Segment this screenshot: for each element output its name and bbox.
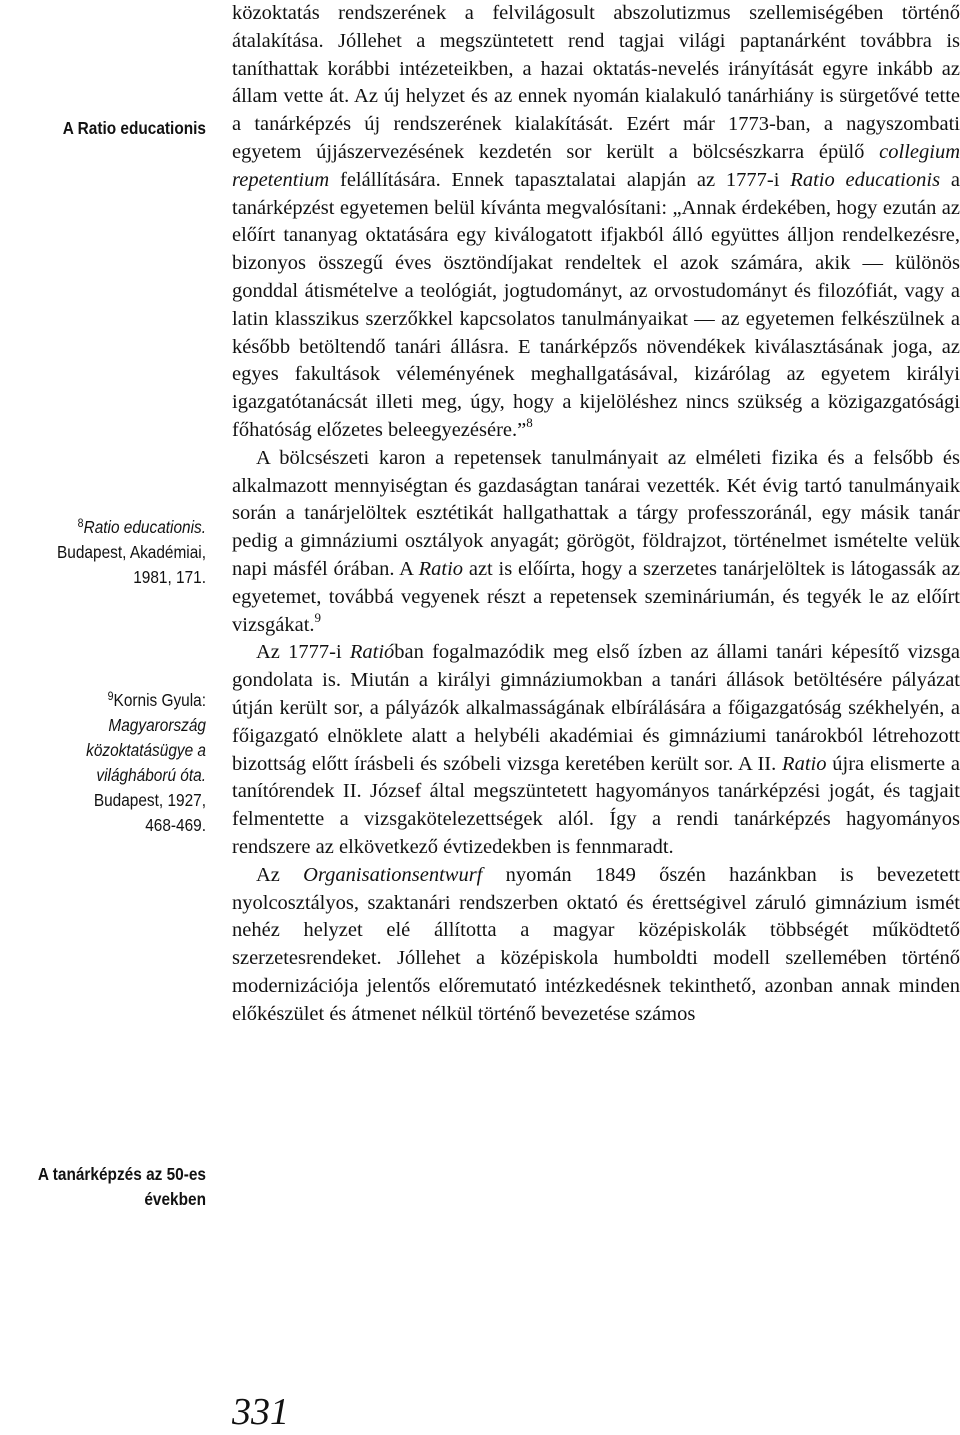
paragraph-2: A bölcsészeti karon a repetensek tanulmányait az elméleti fizika és a felsőbb és alkalmazott mennyiségtan és gazdaságtan tanárai vezették. Két évig tartó tanulmányaik során a tanárjelöltek esztétikát hallgathattak a tárgy professzoránál, egy másik tanár pedig a gimnáziumi osztályok anyagát; görögöt, földrajzot, történelmet ismételte velük napi másfél órában. A Ratio azt is előírta, hogy a szerzetes tanárjelöltek is látogassák az egyetemet, továbbá vegyenek részt a repetensek szemináriumán, és tegyék le az előírt vizsgákat.$^9$ bbox=[232, 446, 960, 636]
footnote-8-year: 1981, 171. bbox=[133, 567, 206, 587]
margin-heading-ratio-educationis: A Ratio educationis bbox=[62, 118, 207, 138]
margin-heading-tanarkepzes: A tanárképzés az 50-es években bbox=[37, 1164, 207, 1209]
footnote-9-pages: 468-469. bbox=[145, 815, 206, 835]
footnote-8-number: 8 bbox=[77, 516, 84, 530]
footnote-9-title-3: világháború óta. bbox=[96, 765, 206, 785]
footnote-9 bbox=[25, 688, 206, 838]
footnote-ref-9: 9 bbox=[314, 609, 322, 625]
footnote-9-publisher: Budapest, 1927, bbox=[93, 790, 206, 810]
footnote-8-publisher: Budapest, Akadémiai, bbox=[57, 542, 206, 562]
paragraph-4: Az Organisationsentwurf nyomán 1849 őszén hazánkban is bevezetett nyolcosztályos, szaktanári rendszerben oktató és érettségivel záruló gimnázium ismét nehéz helyzet elé állította a magyar középiskolák többségét működtető szerzetesrendeket. Jóllehet a középiskola humboldti modell szellemében történő modernizációja jelentős előremutató intézkedésnek tekinthető, azonban annak minden előkészület és átmenet nélkül történő bevezetése számos bbox=[232, 863, 960, 1025]
footnote-9-number: 9 bbox=[107, 689, 114, 703]
footnote-ref-8: 8 bbox=[526, 414, 533, 430]
body-text bbox=[232, 0, 960, 1028]
footnote-8-title: $^8$Ratio educationis. bbox=[77, 516, 206, 537]
paragraph-3: Az 1777-i Ratióban fogalmazódik meg első ízben az állami tanári képesítő vizsga gondolata is. Miután a királyi gimnáziumokban a tanári állások betöltésére pályázat útján került sor, a pályázók alkalmasságának elbírálására a főigazgatóság székhelyén, a főigazgató elnöklete alatt a helybéli akadémiai és gimnáziumi tanárokból létrehozott bizottság előtt írásbeli és szóbeli vizsga keretében került sor. A II. Ratio újra elismerte a tanítórendek II. József által megszüntetett hagyományos tanárképzési jogát, és tagjait felmentette a vizsgakötelezettségek alól. Így a rendi tanárképzés hagyományos rendszere az elkövetkező évtizedekben is fennmaradt. bbox=[232, 641, 960, 858]
footnote-9-title-2: közoktatásügye a bbox=[86, 740, 206, 760]
footnote-8 bbox=[25, 515, 206, 590]
footnote-9-title-1: Magyarország bbox=[108, 715, 206, 735]
footnote-9-author: $^9$Kornis Gyula: bbox=[107, 689, 206, 710]
paragraph-1: közoktatás rendszerének a felvilágosult abszolutizmus szellemiségében történő átalakítása. Jóllehet a megszüntetett rend tagjai világi paptanárként továbbra is taníthattak korábbi intézeteikben, a hazai oktatás-nevelés irányítását egyre inkább az állam vette át. Az új helyzet és az ennek nyomán kialakuló tanárhiány is sürgetővé tette a tanárképzés új rendszerének kialakítását. Ezért már 1773-ban, a nagyszombati egyetem újjászervezésének kezdetén sor került a bölcsészkarra épülő collegium repetentium felállítására. Ennek tapasztalatai alapján az 1777-i Ratio educationis a tanárképzést egyetemen belül kívánta megvalósítani: „Annak érdekében, hogy ezután az előírt tananyag oktatására egy kiválogatott ifjakból álló együttes álljon rendelkezésre, bizonyos összegű éves ösztöndíjakat rendeltek el azok számára, akik — különös gonddal átismételve a teológiát, jogtudományt, az orvostudományt és filozófiát, vagy a latin klasszikus szerzőkkel kapcsolatos tanulmányaikat — az egyetemen felkészülnek a később betöltendő tanári állásra. E tanárképzős növendékek kiválasztásának joga, az egyes fakultások véleményének meghallgatásával, kizárólag az egyetem királyi igazgatótanácsát illeti meg, úgy, hogy a kijelöléshez nincs szükség a közigazgatósági főhatóság előzetes beleegyezésére.”$^8$ bbox=[232, 2, 960, 441]
page-number: 331 bbox=[232, 1391, 289, 1433]
